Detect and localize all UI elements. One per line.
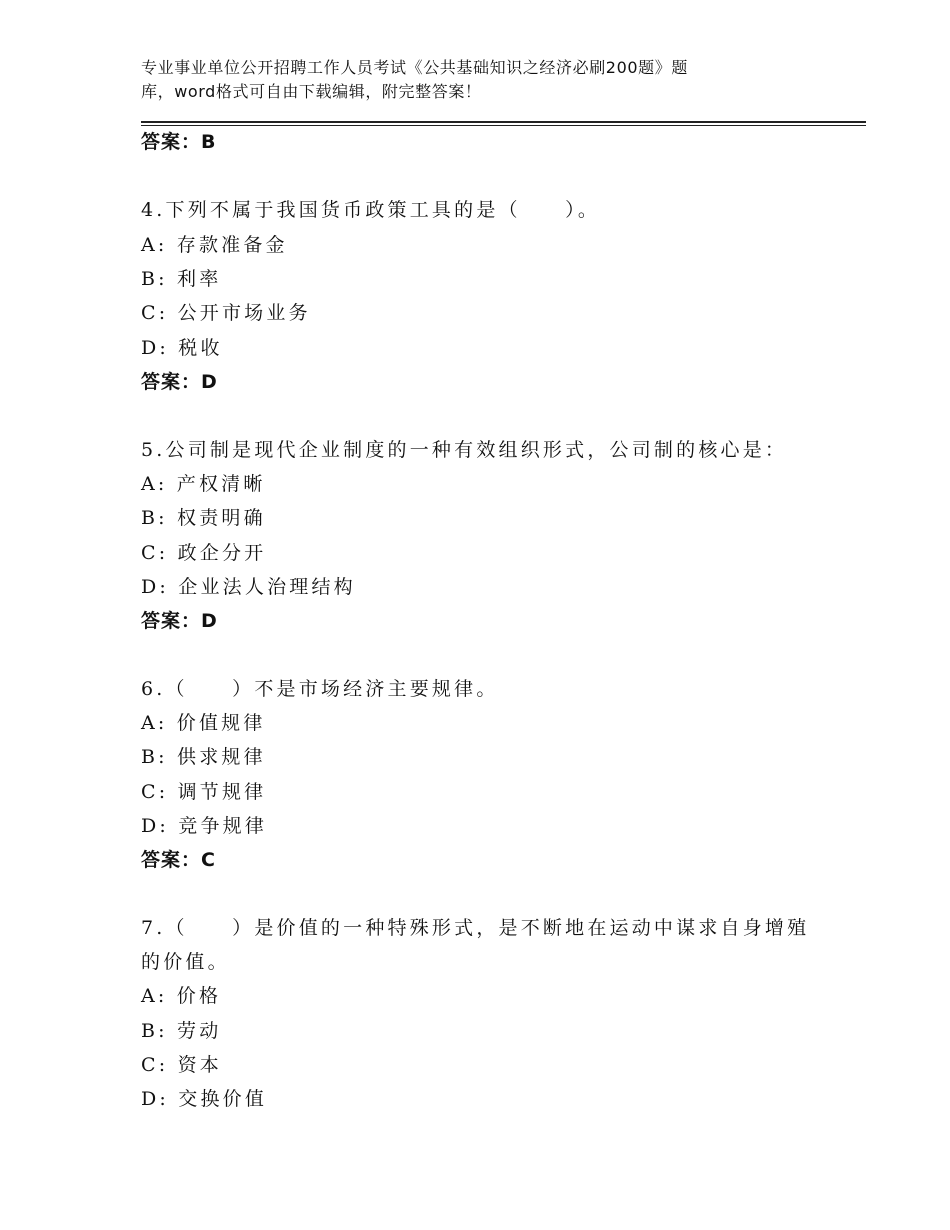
question-4-answer: 答案：D xyxy=(141,371,218,393)
question-6-option-a: A: 价值规律 xyxy=(141,712,266,734)
question-5-option-b: B: 权责明确 xyxy=(141,507,266,529)
question-7-option-d: D: 交换价值 xyxy=(141,1088,268,1110)
question-6-answer: 答案：C xyxy=(141,849,216,871)
question-5-option-d: D: 企业法人治理结构 xyxy=(141,576,356,598)
question-7-option-a: A: 价格 xyxy=(141,985,222,1007)
question-5-stem: 5.公司制是现代企业制度的一种有效组织形式，公司制的核心是： xyxy=(141,439,788,461)
question-6-option-c: C: 调节规律 xyxy=(141,781,267,803)
question-4-option-a: A: 存款准备金 xyxy=(141,234,288,256)
question-4-option-c: C: 公开市场业务 xyxy=(141,302,311,324)
question-7-option-b: B: 劳动 xyxy=(141,1020,222,1042)
question-6-stem: 6.（ ）不是市场经济主要规律。 xyxy=(141,678,499,700)
document-title xyxy=(141,56,781,104)
question-4-option-d: D: 税收 xyxy=(141,337,223,359)
question-6-option-b: B: 供求规律 xyxy=(141,746,266,768)
question-4-option-b: B: 利率 xyxy=(141,268,222,290)
question-7-stem-line-1: 7.（ ）是价值的一种特殊形式，是不断地在运动中谋求自身增殖 xyxy=(141,917,810,939)
question-5-option-c: C: 政企分开 xyxy=(141,542,267,564)
question-7-stem-line-2: 的价值。 xyxy=(141,951,230,973)
question-5-option-a: A: 产权清晰 xyxy=(141,473,266,495)
previous-answer: 答案：B xyxy=(141,131,217,153)
question-7-option-c: C: 资本 xyxy=(141,1054,222,1076)
document-title-line-2: 库，word格式可自由下载编辑，附完整答案！ xyxy=(141,82,482,101)
question-5-answer: 答案：D xyxy=(141,610,218,632)
question-4-stem: 4.下列不属于我国货币政策工具的是（ ）。 xyxy=(141,199,601,221)
header-divider xyxy=(141,121,866,126)
question-6-option-d: D: 竞争规律 xyxy=(141,815,268,837)
document-title-line-1: 专业事业单位公开招聘工作人员考试《公共基础知识之经济必刷200题》题 xyxy=(141,58,688,77)
